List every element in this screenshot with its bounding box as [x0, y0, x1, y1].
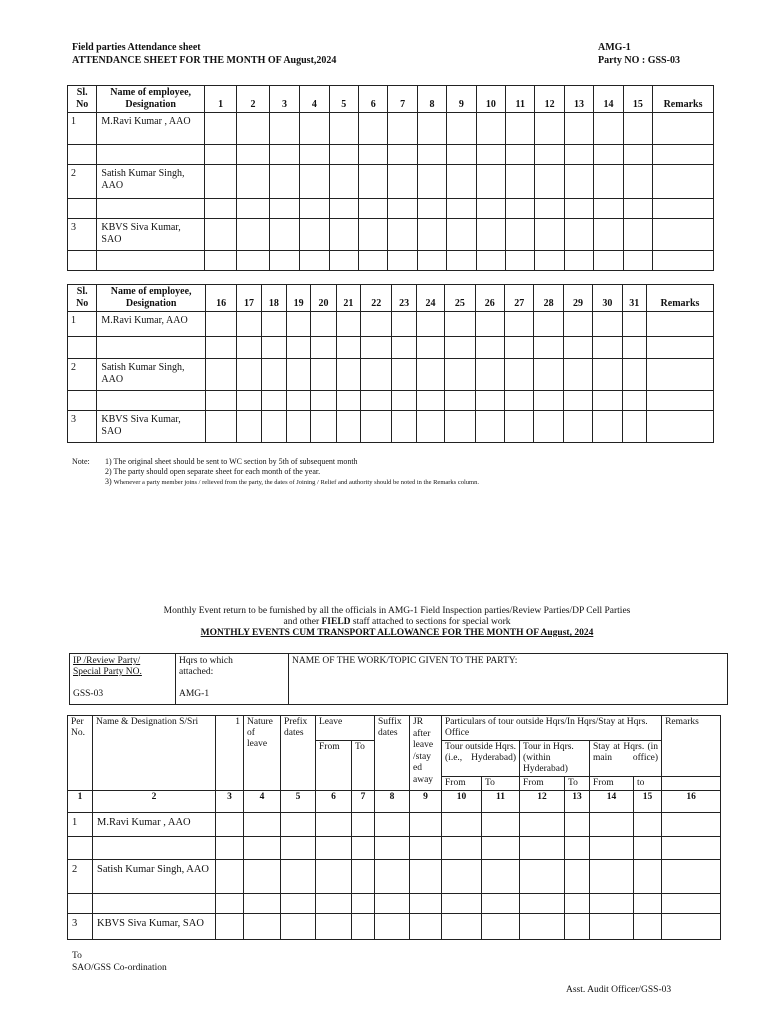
- note-2: 2) The party should open separate sheet for each month of the year.: [105, 467, 321, 476]
- col-day: 14: [594, 86, 623, 113]
- header-row: [68, 285, 714, 312]
- sl-no: 3: [68, 411, 97, 443]
- col-leave: Leave: [316, 716, 375, 741]
- hqrs-cell: Hqrs to which attached: AMG-1: [176, 654, 289, 705]
- tour-outside-to: To: [482, 777, 520, 791]
- table-row-blank: [68, 337, 714, 359]
- col-prefix-dates: Prefix dates: [281, 716, 316, 791]
- group-code: AMG-1: [598, 42, 631, 53]
- col-name-designation: Name & Designation S/Sri: [93, 716, 216, 791]
- col-day: 22: [361, 285, 392, 312]
- attendance-table-first-half: [67, 85, 714, 271]
- employee-name: Satish Kumar Singh, AAO: [93, 860, 216, 894]
- col-tour-in: Tour in Hqrs. (within Hyderabad): [520, 741, 590, 777]
- table-row: [68, 312, 714, 337]
- col-day: 15: [623, 86, 652, 113]
- addressee: [72, 950, 167, 974]
- col-sl-no: Sl. No: [68, 285, 97, 312]
- events-intro-line1: Monthly Event return to be furnished by all the officials in AMG-1 Field Inspection parties/Review Parties/DP Cell Parties: [163, 606, 631, 616]
- notes-label: Note:: [72, 457, 90, 466]
- col-day: 18: [261, 285, 286, 312]
- col-sl-no: Sl. No: [68, 86, 97, 113]
- col-day: 4: [300, 86, 329, 113]
- signature-line: Asst. Audit Officer/GSS-03: [566, 985, 672, 995]
- note-3-number: 3): [105, 477, 112, 486]
- employee-name: KBVS Siva Kumar, SAO: [93, 914, 216, 940]
- col-day: 30: [593, 285, 622, 312]
- attendance-table-second-half: [67, 284, 714, 443]
- per-no: 1: [68, 813, 93, 837]
- col-tour-outside: Tour outside Hqrs. (i.e., Hyderabad): [442, 741, 520, 777]
- col-day: 16: [205, 285, 236, 312]
- stay-to: to: [634, 777, 662, 791]
- col-day: 7: [388, 86, 417, 113]
- col-day: 25: [445, 285, 475, 312]
- tour-outside-from: From: [442, 777, 482, 791]
- col-nature-of-leave: Nature of leave: [244, 716, 281, 791]
- monthly-events-table: [67, 715, 721, 940]
- table-row-blank: [68, 199, 714, 219]
- col-day: 21: [336, 285, 360, 312]
- employee-name: Satish Kumar Singh, AAO: [97, 359, 206, 391]
- col-day: 26: [475, 285, 504, 312]
- events-intro: [60, 606, 734, 639]
- note-1: 1) The original sheet should be sent to WC section by 5th of subsequent month: [105, 457, 358, 466]
- col-employee: Name of employee, Designation: [97, 86, 204, 113]
- table-row: [68, 813, 721, 837]
- tour-in-from: From: [520, 777, 565, 791]
- col-day: 2: [237, 86, 269, 113]
- table-row: [68, 359, 714, 391]
- col-jr-after-leave: JR after leave /stay ed away: [410, 716, 442, 791]
- sl-no: 1: [68, 113, 97, 145]
- col-3-header: 1: [216, 716, 244, 791]
- col-leave-to: To: [352, 741, 375, 791]
- col-day: 1: [204, 86, 236, 113]
- table-row: [68, 219, 714, 251]
- col-day: 28: [534, 285, 563, 312]
- employee-name: Satish Kumar Singh, AAO: [97, 165, 204, 199]
- col-day: 5: [329, 86, 358, 113]
- col-suffix-dates: Suffix dates: [375, 716, 410, 791]
- col-day: 6: [359, 86, 388, 113]
- sl-no: 2: [68, 165, 97, 199]
- col-day: 31: [622, 285, 646, 312]
- notes-list: [105, 457, 705, 488]
- table-row-blank: [68, 894, 721, 914]
- employee-name: M.Ravi Kumar, AAO: [97, 312, 206, 337]
- table-row: [68, 113, 714, 145]
- sl-no: 2: [68, 359, 97, 391]
- col-remarks: Remarks: [646, 285, 713, 312]
- col-day: 8: [417, 86, 446, 113]
- col-day: 17: [237, 285, 261, 312]
- party-info-table: [69, 653, 728, 705]
- table-row-blank: [68, 251, 714, 271]
- col-employee: Name of employee, Designation: [97, 285, 206, 312]
- col-per-no: Per No.: [68, 716, 93, 791]
- header-row: [68, 86, 714, 113]
- col-day: 9: [447, 86, 476, 113]
- col-remarks: Remarks: [653, 86, 714, 113]
- party-number: Party NO : GSS-03: [598, 55, 680, 66]
- hqrs-value: AMG-1: [179, 689, 210, 699]
- month-title: ATTENDANCE SHEET FOR THE MONTH OF August,2024: [72, 55, 337, 66]
- table-row-blank: [68, 391, 714, 411]
- table-row: [68, 914, 721, 940]
- col-remarks: Remarks: [662, 716, 721, 777]
- employee-name: KBVS Siva Kumar, SAO: [97, 219, 204, 251]
- sheet-title: [72, 41, 336, 67]
- col-particulars: Particulars of tour outside Hqrs/In Hqrs/Stay at Hqrs. Office: [442, 716, 662, 741]
- col-day: 20: [311, 285, 336, 312]
- sheet-subtitle: Field parties Attendance sheet: [72, 42, 201, 53]
- per-no: 2: [68, 860, 93, 894]
- employee-name: KBVS Siva Kumar, SAO: [97, 411, 206, 443]
- table-row-blank: [68, 837, 721, 860]
- party-info: [598, 41, 680, 67]
- col-leave-from: From: [316, 741, 352, 791]
- sl-no: 3: [68, 219, 97, 251]
- col-day: 23: [392, 285, 416, 312]
- col-day: 12: [535, 86, 564, 113]
- table-row-blank: [68, 145, 714, 165]
- col-day: 24: [416, 285, 444, 312]
- table-row: [68, 860, 721, 894]
- events-title: MONTHLY EVENTS CUM TRANSPORT ALLOWANCE FOR THE MONTH OF August, 2024: [200, 628, 594, 638]
- col-day: 27: [505, 285, 534, 312]
- column-numbers-row: 1 2 3 4 5 6 7 8 9 10 11 12 13 14 15 16: [68, 791, 721, 813]
- note-3-text: Whenever a party member joins / relieved from the party, the dates of Joining / Relief and authority should be noted in the Remarks column.: [113, 479, 479, 486]
- col-day: 19: [287, 285, 311, 312]
- col-day: 10: [476, 86, 505, 113]
- addressee-to: To: [72, 951, 82, 961]
- tour-in-to: To: [565, 777, 590, 791]
- table-row: [68, 165, 714, 199]
- col-day: 29: [563, 285, 592, 312]
- sl-no: 1: [68, 312, 97, 337]
- employee-name: M.Ravi Kumar , AAO: [93, 813, 216, 837]
- col-day: 11: [506, 86, 535, 113]
- stay-from: From: [590, 777, 634, 791]
- employee-name: M.Ravi Kumar , AAO: [97, 113, 204, 145]
- note-3: [105, 477, 705, 488]
- col-day: 3: [269, 86, 299, 113]
- events-intro-line2: and other FIELD staff attached to sections for special work: [283, 617, 511, 627]
- party-no-cell: IP /Review Party/ Special Party NO. GSS-03: [70, 654, 176, 705]
- addressee-recipient: SAO/GSS Co-ordination: [72, 963, 167, 973]
- col-stay: Stay at Hqrs. (in main office): [590, 741, 662, 777]
- party-no-value: GSS-03: [73, 689, 104, 699]
- col-day: 13: [564, 86, 593, 113]
- per-no: 3: [68, 914, 93, 940]
- work-topic-cell: NAME OF THE WORK/TOPIC GIVEN TO THE PARTY:: [289, 654, 728, 705]
- table-row: [68, 411, 714, 443]
